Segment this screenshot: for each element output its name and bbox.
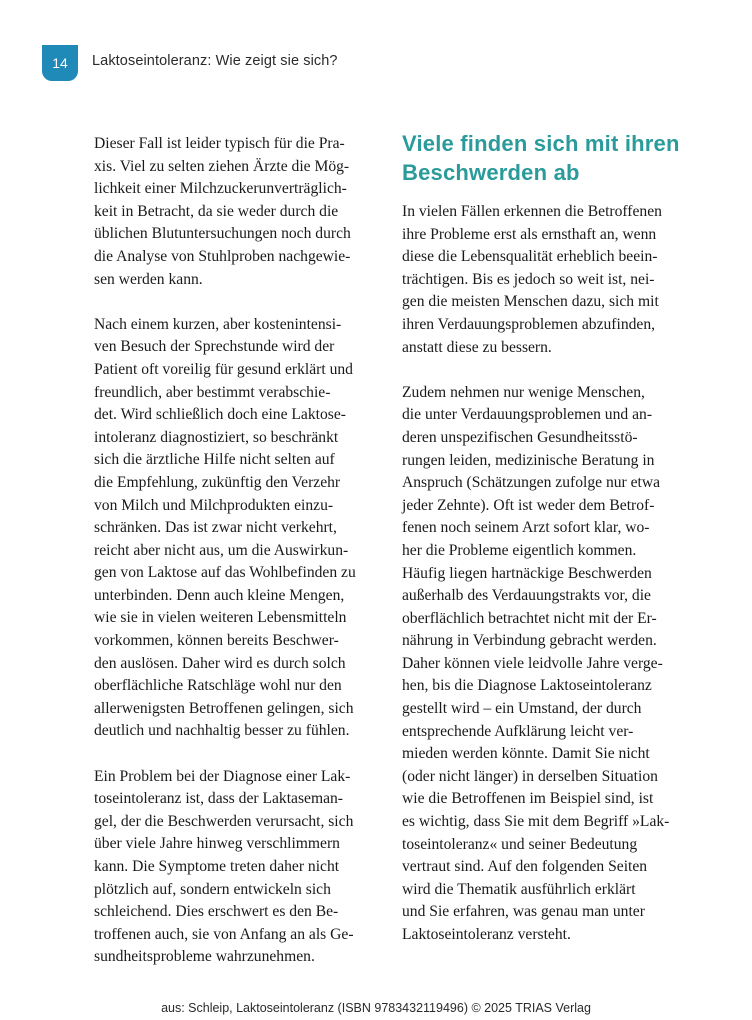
running-title: Laktoseintoleranz: Wie zeigt sie sich?	[92, 53, 338, 69]
paragraph: Nach einem kurzen, aber kostenintensi- ven Besuch der Sprechstunde wird der Patient oft voreilig für gesund erklärt und freundlich, aber bestimmt verabschie- det. Wird schließlich doch eine Laktose- intoleranz diagnostiziert, so beschränkt sich die ärztliche Hilfe nicht selten auf die Empfehlung, zukünftig den Verzehr von Milch und Milchprodukten einzu- schränken. Das ist zwar nicht verkehrt, reicht aber nicht aus, um die Auswirkun- gen von Laktose auf das Wohlbefinden zu unterbinden. Denn auch kleine Mengen, wie sie in vielen weiteren Lebensmitteln vorkommen, können bereits Beschwer- den auslösen. Daher wird es durch solch oberflächliche Ratschläge wohl nur den allerwenigsten Betroffenen gelingen, sich deutlich und nachhaltig besser zu fühlen.	[94, 315, 356, 740]
paragraph: Ein Problem bei der Diagnose einer Lak- toseintoleranz ist, dass der Laktaseman- gel, der die Beschwerden verursacht, sich über viele Jahre hinweg verschlimmern kann. Die Symptome treten daher nicht plötzlich auf, sondern entwickeln sich schleichend. Dies erschwert es den Be- troffenen auch, sie von Anfang an als Ge- sundheitsprobleme wahrzunehmen.	[94, 767, 354, 966]
paragraph: Zudem nehmen nur wenige Menschen, die unter Verdauungsproblemen und an- deren unspezifischen Gesundheitsstö- rungen leiden, medizinische Beratung in Anspruch (Schätzungen zufolge nur etwa jeder Zehnte). Oft ist weder dem Betrof- fenen noch seinem Arzt sofort klar, wo- her die Probleme eigentlich kommen. Häufig liegen hartnäckige Beschwerden außerhalb des Verdauungstrakts vor, die oberflächlich betrachtet nicht mit der Er- nährung in Verbindung gebracht werden. Daher können viele leidvolle Jahre verge- hen, bis die Diagnose Laktoseintoleranz gestellt wird – ein Umstand, der durch entsprechende Aufklärung leicht ver- mieden werden könnte. Damit Sie nicht (oder nicht länger) in derselben Situation wie die Betroffenen im Beispiel sind, ist es wichtig, dass Sie mit dem Begriff »Lak- toseintoleranz« und seiner Bedeutung vertraut sind. Auf den folgenden Seiten wird die Thematik ausführlich erklärt und Sie erfahren, was genau man unter Laktoseintoleranz versteht.	[402, 383, 670, 943]
footer-citation: aus: Schleip, Laktoseintoleranz (ISBN 9783432119496) © 2025 TRIAS Verlag	[161, 1001, 591, 1015]
left-column	[94, 133, 380, 992]
page-number-badge: 14	[42, 45, 78, 81]
right-column	[402, 129, 688, 969]
paragraph: Dieser Fall ist leider typisch für die Pra- xis. Viel zu selten ziehen Ärzte die Mög- lichkeit einer Milchzuckerunverträglich- keit in Betracht, da sie weder durch die üblichen Blutuntersuchungen noch durch die Analyse von Stuhlproben nachgewie- sen werden kann.	[94, 135, 351, 288]
paragraph: In vielen Fällen erkennen die Betroffenen ihre Probleme erst als ernsthaft an, wenn diese die Lebensqualität erheblich beein- trächtigen. Bis es jedoch so weit ist, nei- gen die meisten Menschen dazu, sich mit ihren Verdauungsproblemen abzufinden, anstatt diese zu bessern.	[402, 203, 662, 356]
section-heading: Viele finden sich mit ihren Beschwerden ab	[402, 131, 680, 185]
